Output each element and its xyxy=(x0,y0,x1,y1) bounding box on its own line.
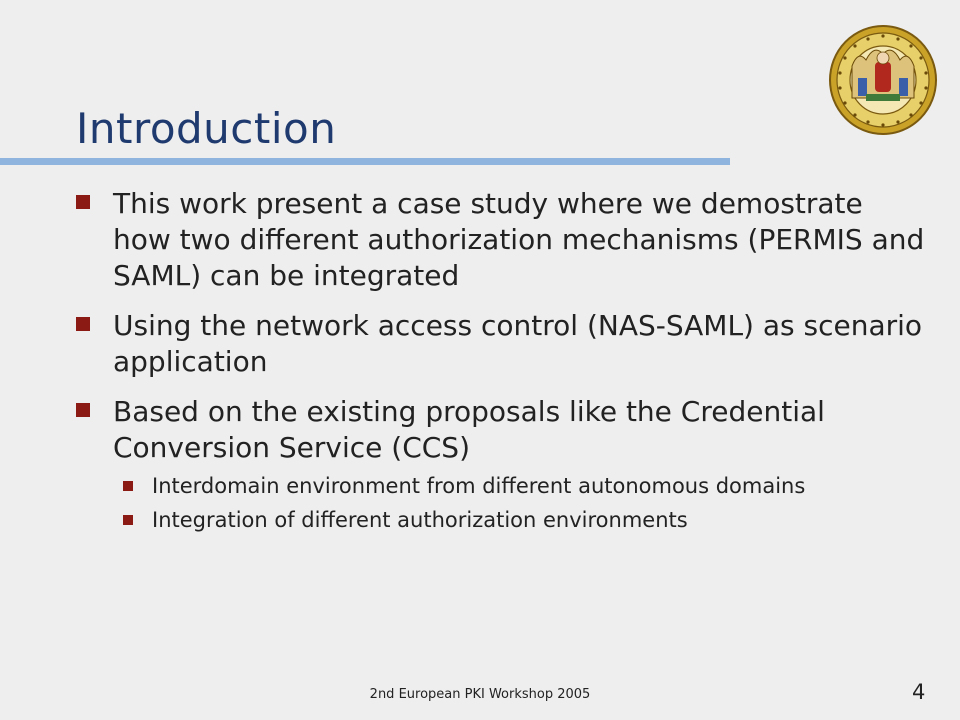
bullet-item xyxy=(76,308,926,380)
bullet-item xyxy=(76,186,926,294)
bullet-text: Using the network access control (NAS-SAML) as scenario application xyxy=(113,309,923,378)
page-number: 4 xyxy=(912,680,926,704)
sub-bullet-item xyxy=(113,474,926,498)
university-seal-icon xyxy=(828,24,938,136)
bullet-item xyxy=(76,394,926,532)
square-bullet-icon xyxy=(76,317,90,331)
sub-bullet-text: Interdomain environment from different autonomous domains xyxy=(152,474,806,498)
slide-title: Introduction xyxy=(76,104,337,153)
footer-text: 2nd European PKI Workshop 2005 xyxy=(369,687,591,702)
square-bullet-icon xyxy=(123,481,133,491)
title-underline xyxy=(0,158,730,165)
sub-bullet-item xyxy=(113,508,926,532)
sub-bullet-list xyxy=(113,474,926,532)
square-bullet-icon xyxy=(76,195,90,209)
bullet-list xyxy=(76,186,926,546)
bullet-text: This work present a case study where we demostrate how two different authorization mechanisms (PERMIS and SAML) can be integrated xyxy=(113,187,925,292)
square-bullet-icon xyxy=(76,403,90,417)
sub-bullet-text: Integration of different authorization environments xyxy=(152,508,688,532)
bullet-text: Based on the existing proposals like the Credential Conversion Service (CCS) xyxy=(113,395,825,464)
square-bullet-icon xyxy=(123,515,133,525)
